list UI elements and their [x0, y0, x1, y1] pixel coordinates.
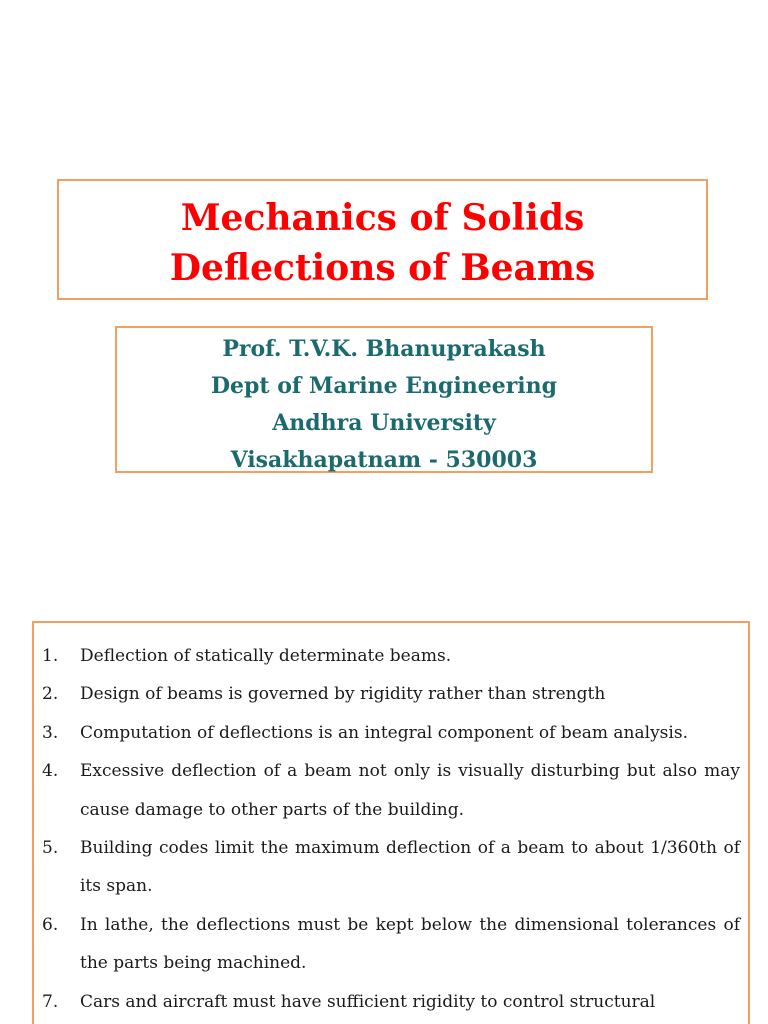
- list-item: [42, 752, 740, 829]
- list-item-text: Excessive deflection of a beam not only is visually disturbing but also may cause damage to other parts of the building.: [80, 761, 740, 820]
- list-item-number: 2.: [42, 684, 59, 705]
- list-item-number: 3.: [42, 722, 59, 743]
- list-item-number: 7.: [42, 991, 59, 1012]
- list-item-text: Cars and aircraft must have sufficient rigidity to control structural: [80, 991, 656, 1012]
- list-item: [42, 906, 740, 983]
- author-department: Dept of Marine Engineering: [210, 373, 558, 399]
- list-item-text: Building codes limit the maximum deflection of a beam to about 1/360th of its span.: [80, 838, 740, 897]
- list-item: [42, 983, 740, 1021]
- title-line-2: Deflections of Beams: [169, 247, 596, 289]
- list-item: [42, 637, 740, 675]
- points-box: [32, 621, 750, 1024]
- points-list: [34, 623, 748, 1021]
- list-item-text: Computation of deflections is an integral component of beam analysis.: [80, 722, 688, 743]
- list-item-number: 6.: [42, 914, 59, 935]
- author-university: Andhra University: [272, 410, 496, 436]
- list-item-number: 4.: [42, 761, 59, 782]
- list-item-number: 5.: [42, 838, 59, 859]
- author-name: Prof. T.V.K. Bhanuprakash: [222, 336, 546, 362]
- title-box: [57, 179, 708, 300]
- author-box: [115, 326, 653, 473]
- author-city: Visakhapatnam - 530003: [230, 447, 538, 473]
- list-item-text: Design of beams is governed by rigidity rather than strength: [80, 684, 606, 705]
- list-item: [42, 675, 740, 713]
- list-item: [42, 714, 740, 752]
- list-item-text: In lathe, the deflections must be kept below the dimensional tolerances of the parts being machined.: [80, 914, 740, 974]
- title-line-1: Mechanics of Solids: [180, 197, 585, 239]
- list-item: [42, 829, 740, 906]
- list-item-text: Deflection of statically determinate beams.: [80, 646, 452, 666]
- list-item-number: 1.: [42, 646, 59, 666]
